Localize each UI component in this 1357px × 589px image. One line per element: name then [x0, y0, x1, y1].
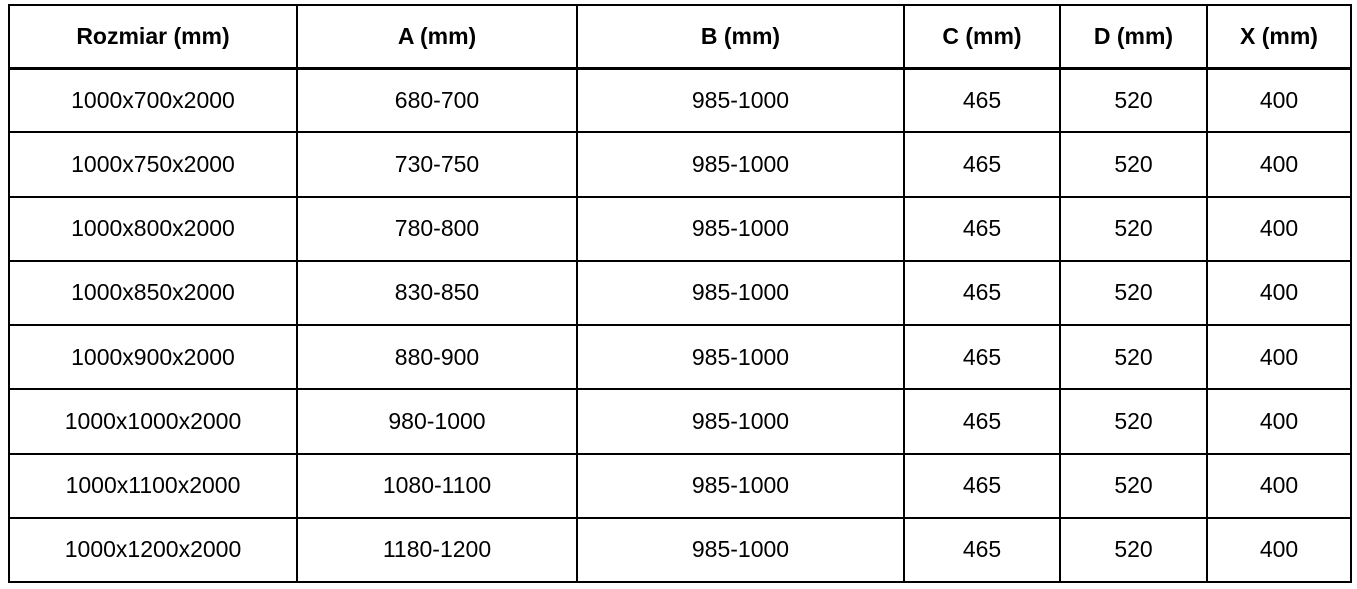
cell-b: 985-1000: [577, 261, 904, 325]
cell-a: 1080-1100: [297, 454, 577, 518]
cell-rozmiar: 1000x800x2000: [9, 197, 297, 261]
cell-b: 985-1000: [577, 518, 904, 582]
cell-a: 880-900: [297, 325, 577, 389]
cell-b: 985-1000: [577, 132, 904, 196]
cell-x: 400: [1207, 68, 1351, 132]
cell-rozmiar: 1000x1100x2000: [9, 454, 297, 518]
cell-x: 400: [1207, 518, 1351, 582]
cell-d: 520: [1060, 325, 1207, 389]
cell-x: 400: [1207, 197, 1351, 261]
cell-b: 985-1000: [577, 325, 904, 389]
cell-c: 465: [904, 325, 1060, 389]
cell-c: 465: [904, 518, 1060, 582]
table-row: [9, 261, 1351, 325]
table-row: [9, 132, 1351, 196]
cell-rozmiar: 1000x1000x2000: [9, 389, 297, 453]
cell-c: 465: [904, 261, 1060, 325]
column-header-rozmiar: Rozmiar (mm): [9, 5, 297, 68]
size-spec-table: [8, 4, 1352, 583]
column-header-c: C (mm): [904, 5, 1060, 68]
cell-d: 520: [1060, 197, 1207, 261]
column-header-a: A (mm): [297, 5, 577, 68]
cell-a: 780-800: [297, 197, 577, 261]
table-row: [9, 197, 1351, 261]
table-row: [9, 68, 1351, 132]
cell-a: 830-850: [297, 261, 577, 325]
cell-b: 985-1000: [577, 197, 904, 261]
cell-rozmiar: 1000x1200x2000: [9, 518, 297, 582]
cell-rozmiar: 1000x850x2000: [9, 261, 297, 325]
column-header-b: B (mm): [577, 5, 904, 68]
header-row: [9, 5, 1351, 68]
cell-x: 400: [1207, 132, 1351, 196]
cell-a: 730-750: [297, 132, 577, 196]
cell-c: 465: [904, 389, 1060, 453]
cell-b: 985-1000: [577, 389, 904, 453]
cell-x: 400: [1207, 454, 1351, 518]
cell-d: 520: [1060, 132, 1207, 196]
cell-d: 520: [1060, 518, 1207, 582]
cell-d: 520: [1060, 454, 1207, 518]
cell-rozmiar: 1000x900x2000: [9, 325, 297, 389]
table-row: [9, 454, 1351, 518]
cell-a: 1180-1200: [297, 518, 577, 582]
cell-c: 465: [904, 132, 1060, 196]
cell-b: 985-1000: [577, 454, 904, 518]
table-row: [9, 518, 1351, 582]
cell-x: 400: [1207, 325, 1351, 389]
cell-rozmiar: 1000x750x2000: [9, 132, 297, 196]
cell-rozmiar: 1000x700x2000: [9, 68, 297, 132]
cell-x: 400: [1207, 261, 1351, 325]
cell-a: 980-1000: [297, 389, 577, 453]
cell-d: 520: [1060, 261, 1207, 325]
column-header-x: X (mm): [1207, 5, 1351, 68]
column-header-d: D (mm): [1060, 5, 1207, 68]
cell-b: 985-1000: [577, 68, 904, 132]
cell-d: 520: [1060, 389, 1207, 453]
cell-c: 465: [904, 68, 1060, 132]
cell-x: 400: [1207, 389, 1351, 453]
table-row: [9, 325, 1351, 389]
cell-a: 680-700: [297, 68, 577, 132]
cell-c: 465: [904, 454, 1060, 518]
table-row: [9, 389, 1351, 453]
cell-c: 465: [904, 197, 1060, 261]
cell-d: 520: [1060, 68, 1207, 132]
